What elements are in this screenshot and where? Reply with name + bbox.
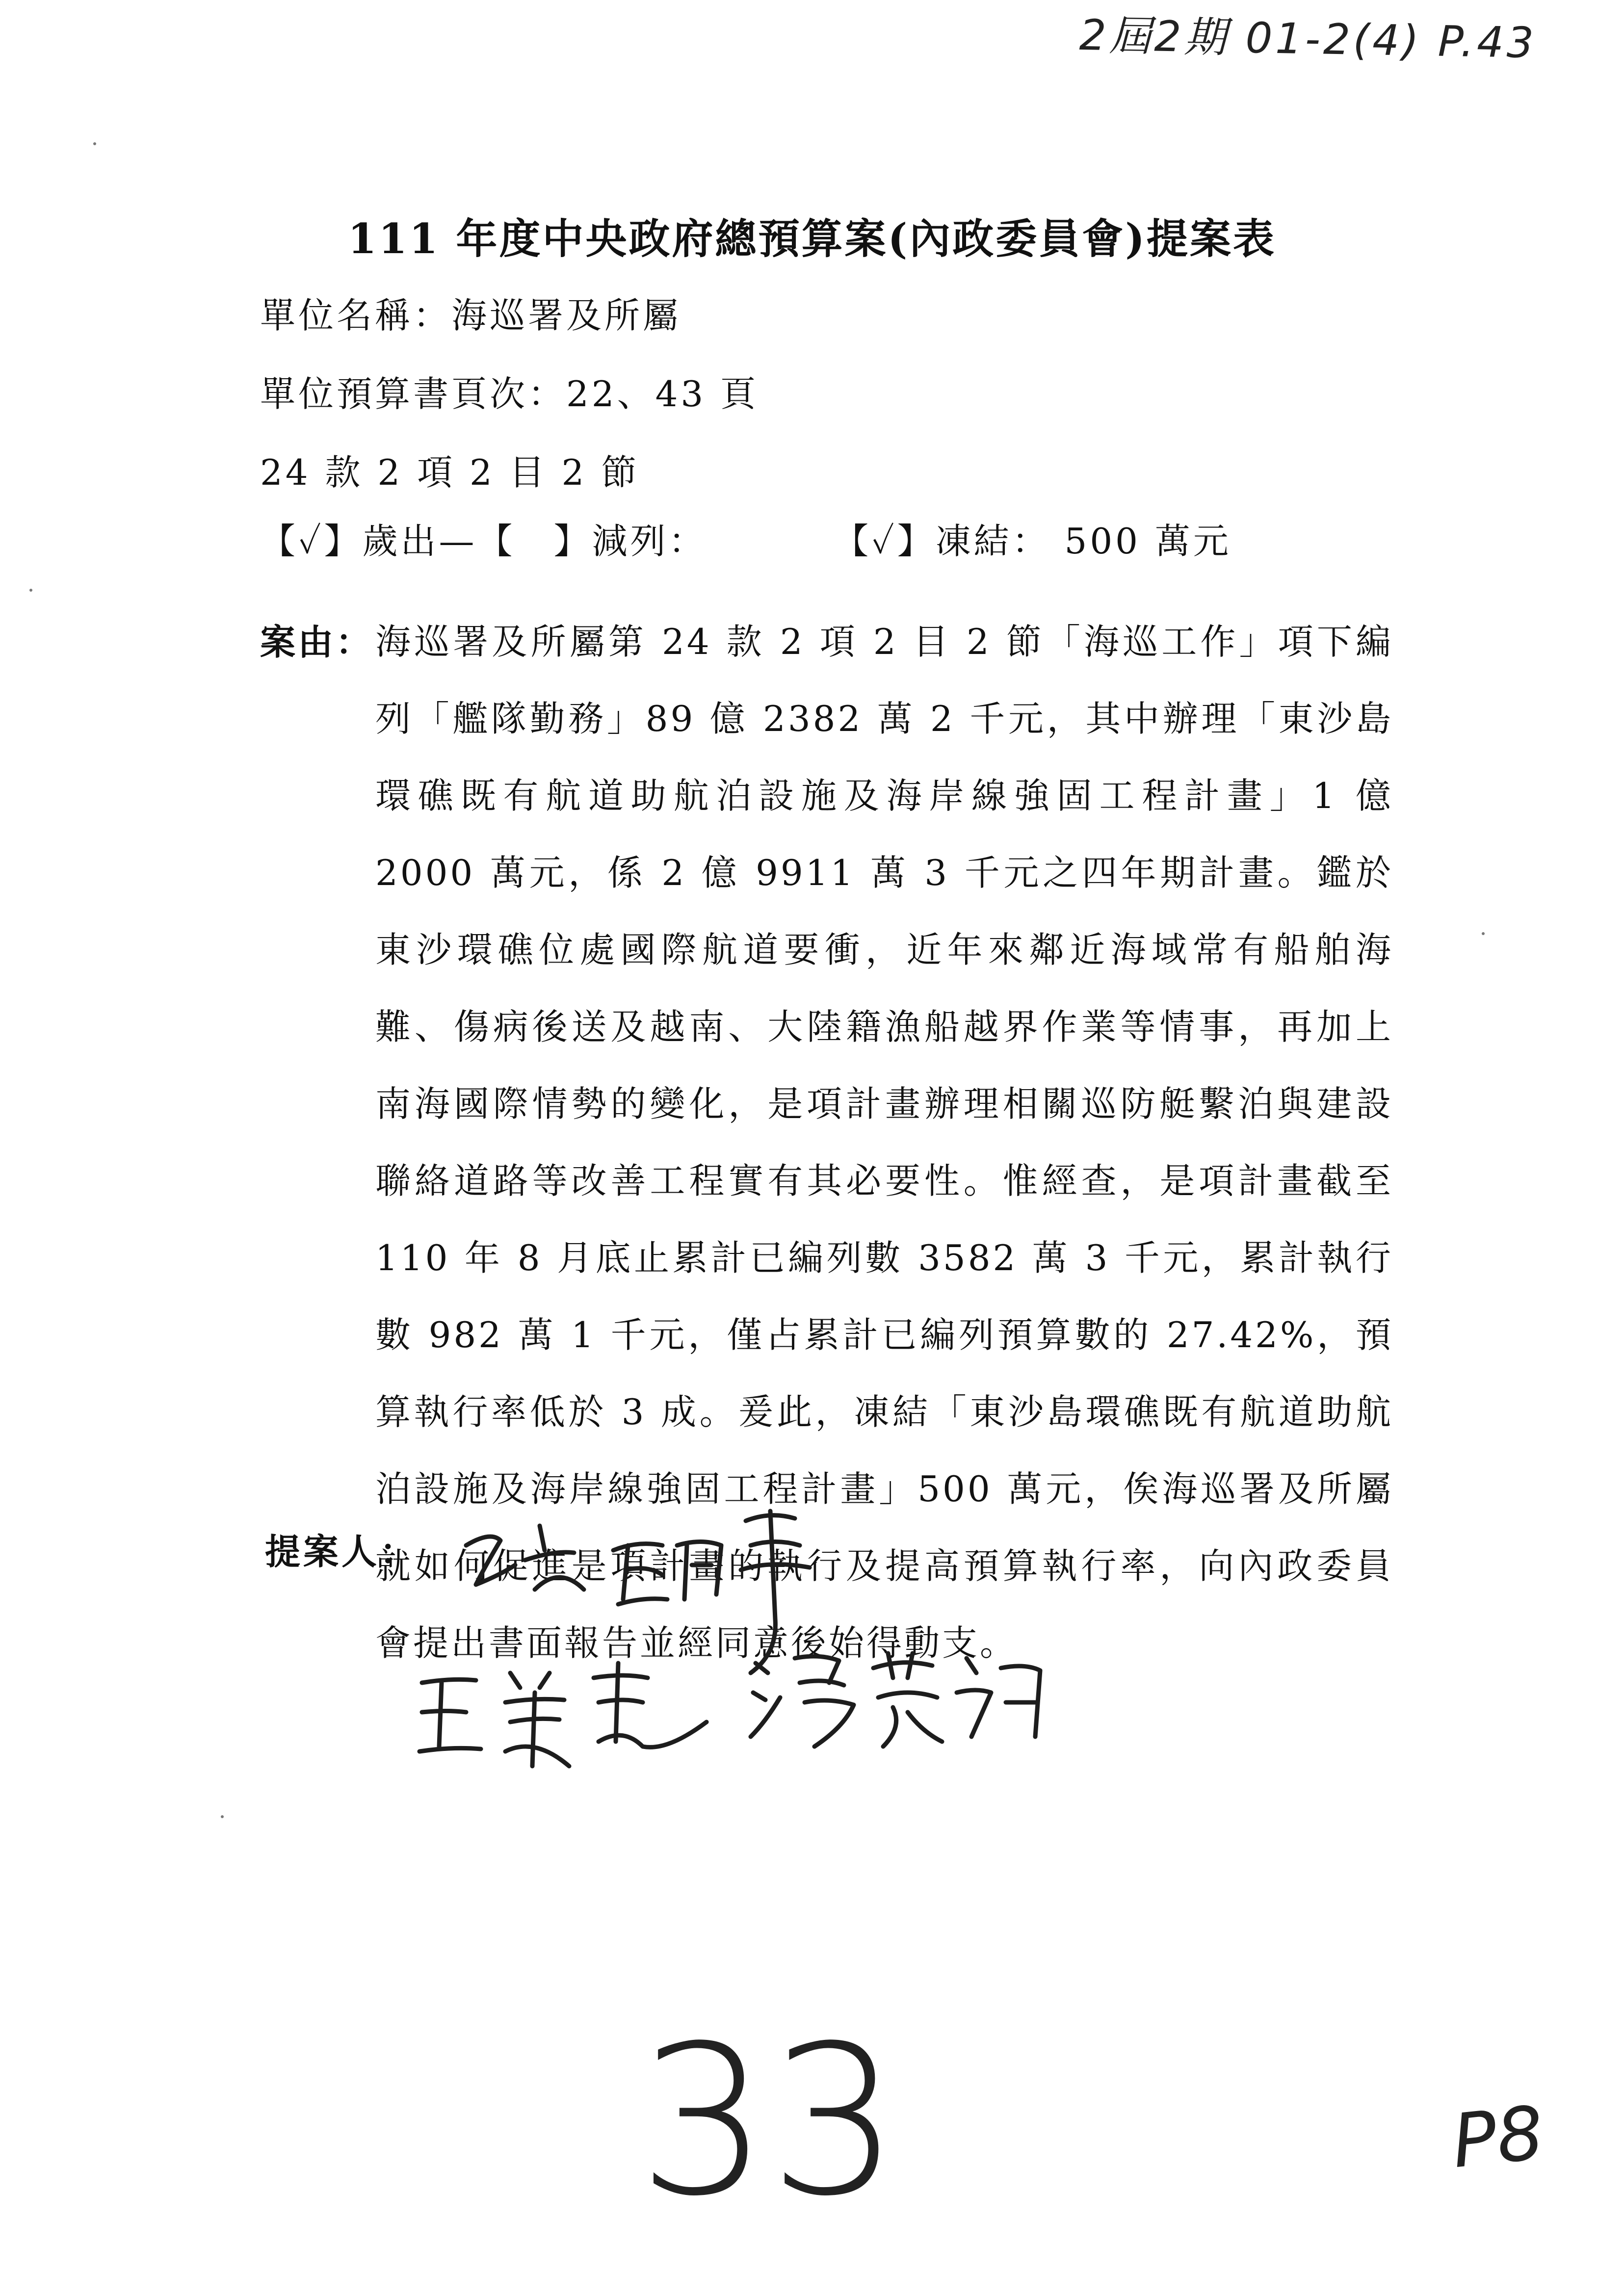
checkbox-marks-line: [260, 513, 1231, 564]
scan-speck: [93, 142, 96, 145]
unit-name-line: 單位名稱：海巡署及所屬: [260, 295, 681, 336]
scan-speck: [1482, 932, 1485, 935]
scan-speck: [221, 1815, 224, 1818]
signature-2: [412, 1653, 716, 1783]
scan-speck: [29, 589, 32, 592]
document-title: 111 年度中央政府總預算案(內政委員會)提案表: [347, 214, 1277, 263]
proposer-label: 提案人：: [265, 1531, 419, 1572]
signature-3-strokes: [746, 1639, 1050, 1766]
budget-page-line: 單位預算書頁次：22、43 頁: [260, 373, 759, 415]
freeze-amount-mark: 【✓】凍結： 500 萬元: [833, 521, 1231, 562]
reason-text: 海巡署及所屬第 24 款 2 項 2 目 2 節「海巡工作」項下編列「艦隊勤務」89 億 2382 萬 2 千元，其中辦理「東沙島環礁既有航道助航泊設施及海岸線強固工程計畫」1 億 2000 萬元，係 2 億 9911 萬 3 千元之四年期計畫。鑑於東沙環礁位處國際航道要衝，近年來鄰近海域常有船舶海難、傷病後送及越南、大陸籍漁船越界作業等情事，再加上南海國際情勢的變化，是項計畫辦理相關巡防艇繫泊與建設聯絡道路等改善工程實有其必要性。惟經查，是項計畫截至 110 年 8 月底止累計已編列數 3582 萬 3 千元，累計執行數 982 萬 1 千元，僅占累計已編列預算數的 27.42%，預算執行率低於 3 成。爰此，凍結「東沙島環礁既有航道助航泊設施及海岸線強固工程計畫」500 萬元，俟海巡署及所屬就如何促進是項計畫的執行及提高預算執行率，向內政委員會提出書面報告並經同意後始得動支。: [375, 621, 1393, 1664]
handwritten-page-number: 33: [638, 2002, 900, 2242]
handwritten-reference: 2屆2期 01-2(4) P.43: [1079, 10, 1537, 68]
budget-code-line: 24 款 2 項 2 目 2 節: [260, 452, 640, 493]
expense-reduction-mark: 【✓】歲出—【 】減列：: [260, 521, 707, 562]
handwritten-corner-note: P8: [1448, 2090, 1548, 2185]
reason-label: 案由：: [260, 621, 374, 663]
signature-2-strokes: [412, 1653, 716, 1781]
signature-3: [746, 1639, 1050, 1768]
